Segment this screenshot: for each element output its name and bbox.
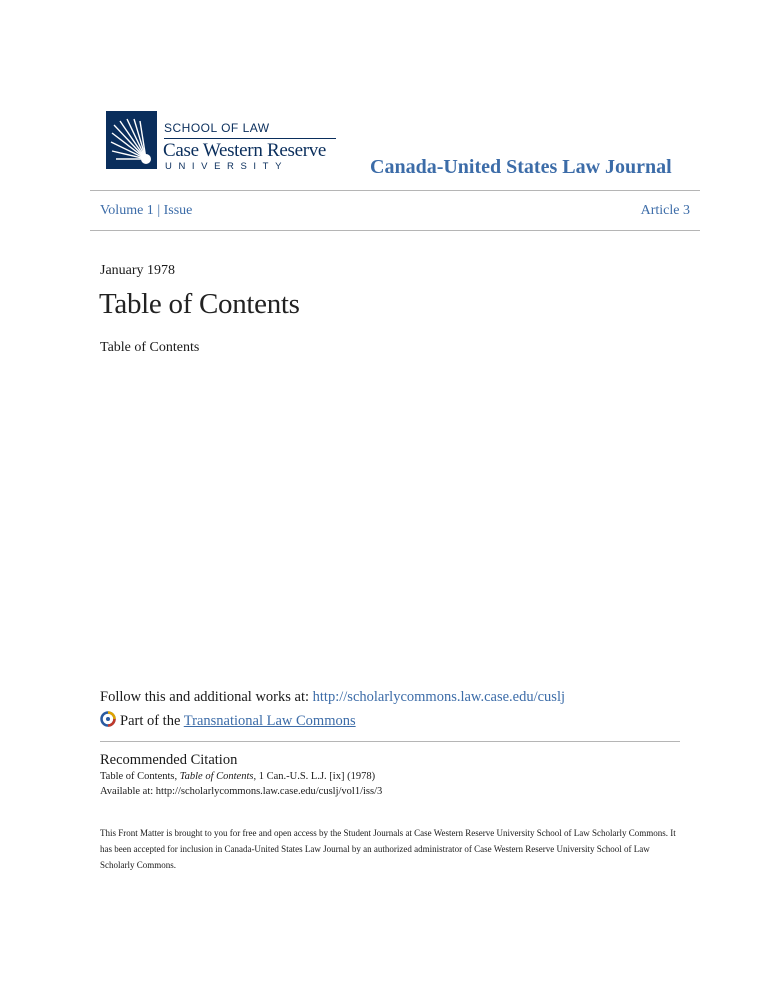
logo-rule [164,138,336,139]
part-of-line [100,711,356,732]
logo-university-text: UNIVERSITY [165,161,289,172]
divider [90,190,700,191]
citation-heading: Recommended Citation [100,752,238,768]
divider [90,230,700,231]
network-icon [100,711,116,732]
citation-text: Table of Contents, Table of Contents, 1 Can.-U.S. L.J. [ix] (1978) [100,771,376,782]
university-logo [106,111,157,169]
logo-name-text: Case Western Reserve [163,140,327,161]
document-title: Table of Contents [99,288,300,320]
follow-url-link[interactable]: http://scholarlycommons.law.case.edu/cuslj [312,689,566,705]
follow-prefix: Follow this and additional works at: [100,689,313,705]
sunburst-icon [106,111,157,169]
document-subtitle: Table of Contents [100,340,200,355]
journal-title-link[interactable]: Canada-United States Law Journal [370,156,672,178]
volume-issue-row [100,203,192,219]
volume-link[interactable]: Volume 1 [100,203,154,218]
publication-date: January 1978 [100,263,176,278]
divider [100,741,680,742]
access-notice: This Front Matter is brought to you for free and open access by the Student Journals at Case Western Reserve University School of Law Scholarly Commons. It has been accepted for inclusion in Canada-United States Law Journal by an authorized administrator of Case Western Reserve University School of Law Scholarly Commons. [100,828,676,870]
separator: | [157,203,161,218]
transnational-law-commons-link[interactable]: Transnational Law Commons [183,713,356,729]
logo-school-text: SCHOOL OF LAW [164,121,270,135]
issue-link[interactable]: Issue [163,203,193,218]
follow-line [100,689,565,706]
article-link[interactable]: Article 3 [640,203,690,218]
part-of-prefix: Part of the [120,713,184,729]
citation-available: Available at: http://scholarlycommons.law.case.edu/cuslj/vol1/iss/3 [100,786,383,797]
